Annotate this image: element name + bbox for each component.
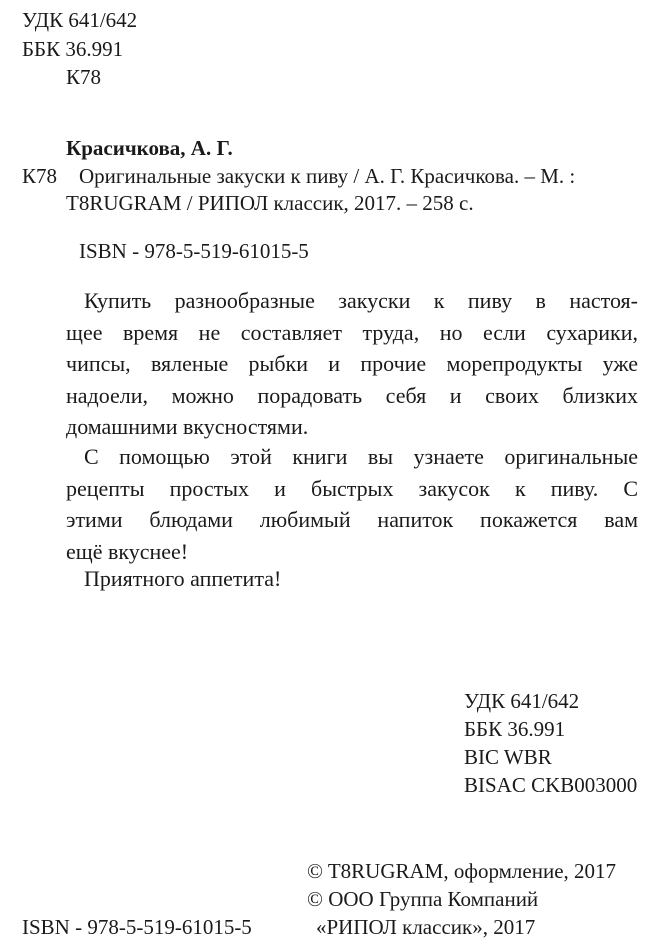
annotation-line: ещё вкуснее! bbox=[66, 538, 189, 564]
bibliographic-line-1: Оригинальные закуски к пиву / А. Г. Красичкова. – М. : bbox=[79, 164, 576, 188]
closing-line: Приятного аппетита! bbox=[84, 566, 282, 591]
bbk-code-top: ББК 36.991 bbox=[22, 37, 124, 61]
annotation-line: этими блюдами любимый напиток покажется вам bbox=[66, 507, 638, 532]
annotation-line: домашними вкусностями. bbox=[66, 414, 309, 439]
annotation-line: чипсы, вяленые рыбки и прочие морепродукты уже bbox=[66, 351, 638, 376]
copyright-line-1: © T8RUGRAM, оформление, 2017 bbox=[307, 859, 617, 883]
annotation-line: Купить разнообразные закуски к пиву в настоя- bbox=[84, 288, 638, 313]
bbk-code-bottom: ББК 36.991 bbox=[464, 717, 566, 741]
annotation-line: С помощью этой книги вы узнаете оригинальные bbox=[84, 444, 638, 469]
udk-code-bottom: УДК 641/642 bbox=[464, 689, 580, 713]
annotation-line: надоели, можно порадовать себя и своих близких bbox=[66, 382, 638, 408]
copyright-line-2: © ООО Группа Компаний bbox=[307, 887, 539, 911]
author-mark-side: К78 bbox=[22, 164, 58, 188]
annotation-paragraph-2 bbox=[66, 441, 638, 567]
author-name: Красичкова, А. Г. bbox=[66, 136, 233, 160]
annotation-paragraph-1 bbox=[66, 285, 638, 443]
bic-code: BIC WBR bbox=[464, 745, 552, 769]
isbn-bottom: ISBN - 978-5-519-61015-5 bbox=[22, 915, 252, 939]
udk-code-top: УДК 641/642 bbox=[22, 8, 138, 32]
author-mark-top: К78 bbox=[66, 65, 102, 89]
isbn-top: ISBN - 978-5-519-61015-5 bbox=[79, 239, 309, 263]
bisac-code: BISAC CKB003000 bbox=[464, 773, 638, 797]
annotation-line: щее время не составляет труда, но если сухарики, bbox=[66, 319, 638, 345]
bibliographic-line-2: T8RUGRAM / РИПОЛ классик, 2017. – 258 с. bbox=[66, 191, 474, 215]
annotation-line: рецепты простых и быстрых закусок к пиву. С bbox=[66, 475, 638, 501]
copyright-line-3: «РИПОЛ классик», 2017 bbox=[316, 915, 536, 939]
